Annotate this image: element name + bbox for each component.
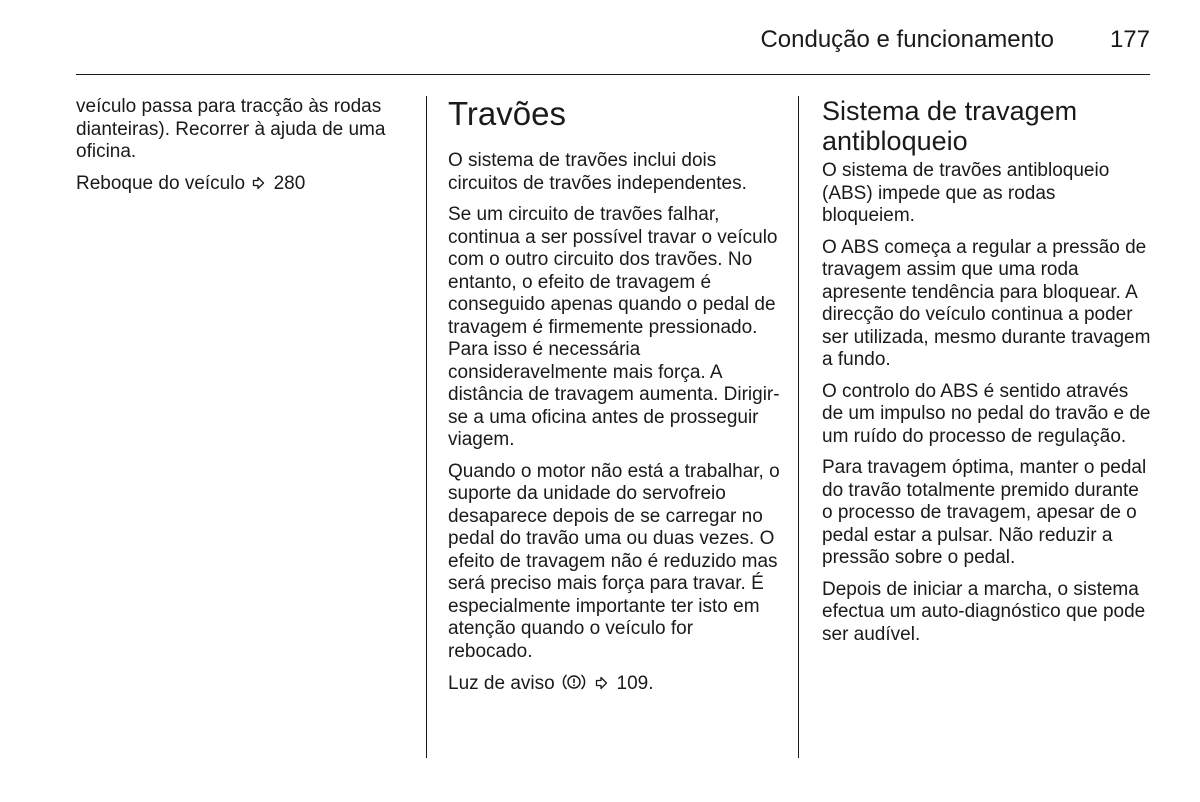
- page-reference-arrow-icon: [595, 676, 608, 690]
- paragraph: O sistema de travões inclui dois circuitos de travões independentes.: [448, 150, 747, 194]
- brake-warning-icon: [562, 672, 586, 692]
- paragraph: O ABS começa a regular a pressão de travagem assim que uma roda apresente tendência para bloquear. A direcção do veículo continua a poder ser utilizada, mesmo durante travagem a fundo.: [822, 236, 1151, 370]
- column-left: [76, 96, 406, 204]
- paragraph: O controlo do ABS é sentido através de um impulso no pedal do travão e de um ruído do processo de regulação.: [822, 380, 1151, 447]
- paragraph: Para travagem óptima, manter o pedal do travão totalmente premido durante o processo de travagem, apesar de o pedal estar a pulsar. Não reduzir a pressão sobre o pedal.: [822, 457, 1147, 568]
- paragraph: veículo passa para tracção às rodas dianteiras). Recorrer à ajuda de uma oficina.: [76, 96, 386, 162]
- reference-text: Luz de aviso: [448, 673, 555, 694]
- column-middle: [448, 96, 782, 705]
- chapter-title: Condução e funcionamento: [760, 26, 1054, 53]
- cross-reference[interactable]: [76, 173, 406, 196]
- reference-page: 280: [273, 172, 306, 194]
- section-title-abs: Sistema de travagem antibloqueio: [822, 96, 1078, 156]
- reference-text: Reboque do veículo: [76, 172, 246, 194]
- page-reference-arrow-icon: [252, 176, 265, 190]
- column-divider: [798, 96, 799, 758]
- warning-light-reference[interactable]: [448, 672, 782, 696]
- page-header: [0, 24, 1150, 60]
- paragraph: Quando o motor não está a trabalhar, o suporte da unidade do servofreio desaparece depois de se carregar no pedal do travão uma ou duas vezes. O efeito de travagem não é reduzido mas será preciso mais força para travar. É especialmente importante ter isto em atenção quando o veículo for rebocado.: [448, 460, 780, 662]
- column-right: [822, 96, 1152, 655]
- reference-page: 109.: [616, 673, 654, 694]
- paragraph: Depois de iniciar a marcha, o sistema efectua um auto-diagnóstico que pode ser audível.: [822, 578, 1146, 645]
- header-rule: [76, 74, 1150, 75]
- column-divider: [426, 96, 427, 758]
- paragraph: Se um circuito de travões falhar, continua a ser possível travar o veículo com o outro circuito dos travões. No entanto, o efeito de travagem é conseguido apenas quando o pedal de travagem é firmemente pressionado. Para isso é necessária consideravelmente mais força. A distância de travagem aumenta. Dirigir-se a uma oficina antes de prosseguir viagem.: [448, 204, 780, 450]
- page-number: 177: [1109, 26, 1150, 53]
- section-title-brakes: Travões: [448, 95, 566, 132]
- paragraph: O sistema de travões antibloqueio (ABS) impede que as rodas bloqueiem.: [822, 160, 1110, 226]
